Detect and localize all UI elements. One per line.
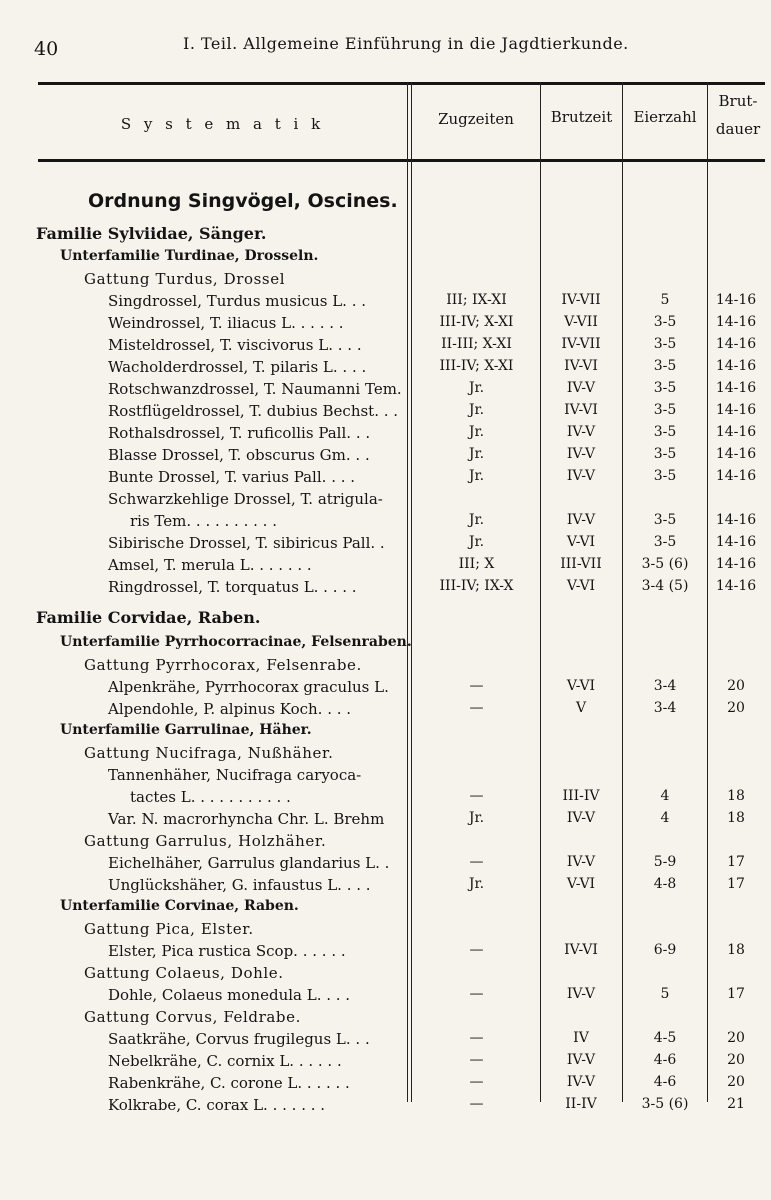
cell-eierzahl: 5-9 (653, 854, 677, 870)
cell-zugzeiten: Jr. (468, 380, 485, 396)
cell-eierzahl: 4-6 (653, 1052, 677, 1068)
table-row (0, 1052, 771, 1074)
running-title: I. Teil. Allgemeine Einführung in die Jagdtierkunde. (183, 34, 629, 53)
row-name: Gattung Corvus, Feldrabe. (84, 1008, 301, 1026)
row-name: Gattung Pica, Elster. (84, 920, 254, 938)
row-name: Elster, Pica rustica Scop. . . . . . (108, 942, 346, 960)
row-name: Eichelhäher, Garrulus glandarius L. . (108, 854, 390, 872)
row-name: Wacholderdrossel, T. pilaris L. . . . (108, 358, 367, 376)
cell-eierzahl: 3-5 (6) (641, 556, 689, 572)
cell-brutzeit: V-VI (566, 578, 596, 594)
cell-brutdauer: 14-16 (715, 534, 757, 550)
row-name: Saatkrähe, Corvus frugilegus L. . . (108, 1030, 370, 1048)
cell-zugzeiten: — (469, 700, 484, 716)
row-name: Unterfamilie Turdinae, Drosseln. (60, 248, 319, 264)
cell-brutdauer: 14-16 (715, 446, 757, 462)
cell-zugzeiten: III-IV; X-XI (439, 314, 514, 330)
row-name: Gattung Nucifraga, Nußhäher. (84, 744, 334, 762)
cell-eierzahl: 4 (660, 810, 670, 826)
row-name: Kolkrabe, C. corax L. . . . . . . (108, 1096, 326, 1114)
table-row (0, 700, 771, 722)
table-row (0, 446, 771, 468)
table-row (0, 190, 771, 212)
cell-brutzeit: IV-VI (564, 942, 598, 958)
row-name: Gattung Colaeus, Dohle. (84, 964, 284, 982)
table-row (0, 986, 771, 1008)
cell-brutdauer: 17 (727, 986, 745, 1002)
cell-brutzeit: II-IV (565, 1096, 597, 1112)
header-rule (38, 159, 765, 162)
cell-brutzeit: V-VII (564, 314, 598, 330)
cell-brutdauer: 14-16 (715, 336, 757, 352)
cell-brutdauer: 14-16 (715, 380, 757, 396)
row-name: Blasse Drossel, T. obscurus Gm. . . (108, 446, 370, 464)
cell-eierzahl: 3-5 (6) (641, 1096, 689, 1112)
cell-zugzeiten: Jr. (468, 468, 485, 484)
cell-brutzeit: V-VI (566, 876, 596, 892)
table-row (0, 224, 771, 246)
row-name: Unglückshäher, G. infaustus L. . . . (108, 876, 371, 894)
table-row (0, 468, 771, 490)
cell-brutzeit: IV-V (566, 986, 596, 1002)
header-zugzeiten: Zugzeiten (438, 110, 514, 128)
cell-brutdauer: 18 (727, 788, 745, 804)
table-row (0, 380, 771, 402)
cell-zugzeiten: — (469, 1052, 484, 1068)
cell-brutzeit: IV-VII (561, 336, 601, 352)
cell-eierzahl: 3-4 (653, 700, 677, 716)
row-name: Var. N. macrorhyncha Chr. L. Brehm (108, 810, 385, 828)
cell-brutzeit: IV-V (566, 380, 596, 396)
row-name: Rabenkrähe, C. corone L. . . . . . (108, 1074, 350, 1092)
cell-eierzahl: 5 (660, 292, 670, 308)
row-name: Rotschwanzdrossel, T. Naumanni Tem. (108, 380, 402, 398)
header-eierzahl: Eierzahl (633, 108, 697, 126)
cell-eierzahl: 6-9 (653, 942, 677, 958)
table-row (0, 1008, 771, 1030)
cell-eierzahl: 3-5 (653, 358, 677, 374)
row-name: Sibirische Drossel, T. sibiricus Pall. . (108, 534, 385, 552)
table-row (0, 656, 771, 678)
cell-zugzeiten: Jr. (468, 402, 485, 418)
cell-eierzahl: 3-5 (653, 336, 677, 352)
row-name: Gattung Turdus, Drossel (84, 270, 286, 288)
table-row (0, 832, 771, 854)
cell-brutzeit: IV-V (566, 1052, 596, 1068)
table-row (0, 556, 771, 578)
cell-brutdauer: 14-16 (715, 292, 757, 308)
table-row (0, 876, 771, 898)
header-brutdauer-line1: Brut- (718, 92, 758, 110)
cell-zugzeiten: — (469, 678, 484, 694)
cell-brutdauer: 14-16 (715, 578, 757, 594)
cell-brutzeit: IV-V (566, 468, 596, 484)
row-name: Familie Sylviidae, Sänger. (36, 224, 267, 243)
row-name: Unterfamilie Garrulinae, Häher. (60, 722, 312, 738)
cell-zugzeiten: Jr. (468, 512, 485, 528)
cell-zugzeiten: III; X (458, 556, 495, 572)
row-name: Gattung Garrulus, Holzhäher. (84, 832, 327, 850)
cell-brutdauer: 14-16 (715, 424, 757, 440)
cell-brutzeit: III-VII (560, 556, 602, 572)
cell-eierzahl: 3-5 (653, 468, 677, 484)
cell-brutzeit: IV (573, 1030, 589, 1046)
cell-brutdauer: 14-16 (715, 556, 757, 572)
page-number: 40 (34, 38, 59, 60)
cell-eierzahl: 3-5 (653, 402, 677, 418)
cell-zugzeiten: III; IX-XI (446, 292, 507, 308)
row-name: Familie Corvidae, Raben. (36, 608, 261, 627)
table-row (0, 248, 771, 270)
row-name: Unterfamilie Pyrrhocorracinae, Felsenraben. (60, 634, 412, 650)
cell-brutdauer: 20 (727, 700, 745, 716)
table-row (0, 358, 771, 380)
cell-zugzeiten: III-IV; X-XI (439, 358, 514, 374)
table-row (0, 1074, 771, 1096)
table-row (0, 942, 771, 964)
row-name: tactes L. . . . . . . . . . . (130, 788, 291, 806)
cell-brutdauer: 20 (727, 1030, 745, 1046)
row-name: Nebelkrähe, C. cornix L. . . . . . (108, 1052, 342, 1070)
row-name: Misteldrossel, T. viscivorus L. . . . (108, 336, 362, 354)
cell-brutdauer: 14-16 (715, 314, 757, 330)
header-systematik: S y s t e m a t i k (120, 115, 325, 133)
cell-brutdauer: 14-16 (715, 512, 757, 528)
cell-eierzahl: 4-6 (653, 1074, 677, 1090)
cell-zugzeiten: — (469, 854, 484, 870)
cell-brutdauer: 18 (727, 810, 745, 826)
table-row (0, 578, 771, 600)
table-row (0, 1030, 771, 1052)
cell-brutzeit: IV-V (566, 854, 596, 870)
table-row (0, 270, 771, 292)
cell-zugzeiten: — (469, 1030, 484, 1046)
table-row (0, 722, 771, 744)
cell-brutzeit: IV-V (566, 424, 596, 440)
cell-brutdauer: 20 (727, 1052, 745, 1068)
cell-eierzahl: 4-8 (653, 876, 677, 892)
row-name: Alpenkrähe, Pyrrhocorax graculus L. (108, 678, 389, 696)
cell-brutdauer: 17 (727, 876, 745, 892)
top-rule (38, 82, 765, 85)
cell-eierzahl: 4 (660, 788, 670, 804)
row-name: Rothalsdrossel, T. ruficollis Pall. . . (108, 424, 371, 442)
table-row (0, 678, 771, 700)
row-name: Weindrossel, T. iliacus L. . . . . . (108, 314, 344, 332)
row-name: Dohle, Colaeus monedula L. . . . (108, 986, 351, 1004)
cell-brutzeit: V (575, 700, 587, 716)
table-row (0, 1096, 771, 1118)
cell-zugzeiten: Jr. (468, 876, 485, 892)
cell-brutdauer: 14-16 (715, 358, 757, 374)
header-brutzeit: Brutzeit (550, 108, 613, 126)
cell-eierzahl: 3-5 (653, 424, 677, 440)
cell-brutdauer: 14-16 (715, 402, 757, 418)
row-name: Singdrossel, Turdus musicus L. . . (108, 292, 367, 310)
table-row (0, 608, 771, 630)
table-row (0, 512, 771, 534)
table-row (0, 292, 771, 314)
cell-brutzeit: III-IV (562, 788, 600, 804)
table-row (0, 964, 771, 986)
cell-brutzeit: IV-V (566, 446, 596, 462)
table-row (0, 788, 771, 810)
row-name: Ringdrossel, T. torquatus L. . . . . (108, 578, 357, 596)
cell-zugzeiten: Jr. (468, 446, 485, 462)
cell-brutzeit: V-VI (566, 678, 596, 694)
table-row (0, 336, 771, 358)
row-name: Bunte Drossel, T. varius Pall. . . . (108, 468, 356, 486)
cell-brutzeit: IV-VI (564, 402, 598, 418)
row-name: Ordnung Singvögel, Oscines. (88, 190, 398, 212)
cell-brutzeit: V-VI (566, 534, 596, 550)
table-row (0, 402, 771, 424)
table-row (0, 634, 771, 656)
cell-eierzahl: 3-5 (653, 534, 677, 550)
row-name: Amsel, T. merula L. . . . . . . (108, 556, 312, 574)
cell-brutdauer: 18 (727, 942, 745, 958)
cell-eierzahl: 3-5 (653, 446, 677, 462)
table-row (0, 490, 771, 512)
row-name: Tannenhäher, Nucifraga caryoca- (108, 766, 362, 784)
cell-zugzeiten: II-III; X-XI (441, 336, 512, 352)
table-row (0, 744, 771, 766)
cell-eierzahl: 3-4 (5) (641, 578, 689, 594)
cell-brutdauer: 21 (727, 1096, 745, 1112)
cell-zugzeiten: Jr. (468, 424, 485, 440)
row-name: Gattung Pyrrhocorax, Felsenrabe. (84, 656, 362, 674)
table-row (0, 854, 771, 876)
table-row (0, 424, 771, 446)
cell-eierzahl: 4-5 (653, 1030, 677, 1046)
cell-brutdauer: 20 (727, 678, 745, 694)
table-row (0, 534, 771, 556)
table-row (0, 314, 771, 336)
cell-brutzeit: IV-V (566, 512, 596, 528)
cell-brutdauer: 20 (727, 1074, 745, 1090)
cell-zugzeiten: Jr. (468, 810, 485, 826)
cell-brutdauer: 14-16 (715, 468, 757, 484)
cell-zugzeiten: Jr. (468, 534, 485, 550)
cell-zugzeiten: — (469, 942, 484, 958)
cell-zugzeiten: — (469, 788, 484, 804)
cell-zugzeiten: III-IV; IX-X (439, 578, 514, 594)
table-row (0, 810, 771, 832)
cell-eierzahl: 3-4 (653, 678, 677, 694)
cell-eierzahl: 5 (660, 986, 670, 1002)
row-name: Schwarzkehlige Drossel, T. atrigula- (108, 490, 383, 508)
cell-eierzahl: 3-5 (653, 380, 677, 396)
cell-brutzeit: IV-VI (564, 358, 598, 374)
row-name: Rostflügeldrossel, T. dubius Bechst. . . (108, 402, 399, 420)
table-row (0, 766, 771, 788)
cell-zugzeiten: — (469, 1074, 484, 1090)
cell-zugzeiten: — (469, 1096, 484, 1112)
cell-brutzeit: IV-VII (561, 292, 601, 308)
row-name: Alpendohle, P. alpinus Koch. . . . (108, 700, 352, 718)
cell-zugzeiten: — (469, 986, 484, 1002)
cell-brutdauer: 17 (727, 854, 745, 870)
header-brutdauer-line2: dauer (715, 120, 761, 138)
table-row (0, 898, 771, 920)
row-name: Unterfamilie Corvinae, Raben. (60, 898, 299, 914)
cell-eierzahl: 3-5 (653, 512, 677, 528)
cell-brutzeit: IV-V (566, 810, 596, 826)
table-row (0, 920, 771, 942)
cell-eierzahl: 3-5 (653, 314, 677, 330)
cell-brutzeit: IV-V (566, 1074, 596, 1090)
row-name: ris Tem. . . . . . . . . . (130, 512, 277, 530)
